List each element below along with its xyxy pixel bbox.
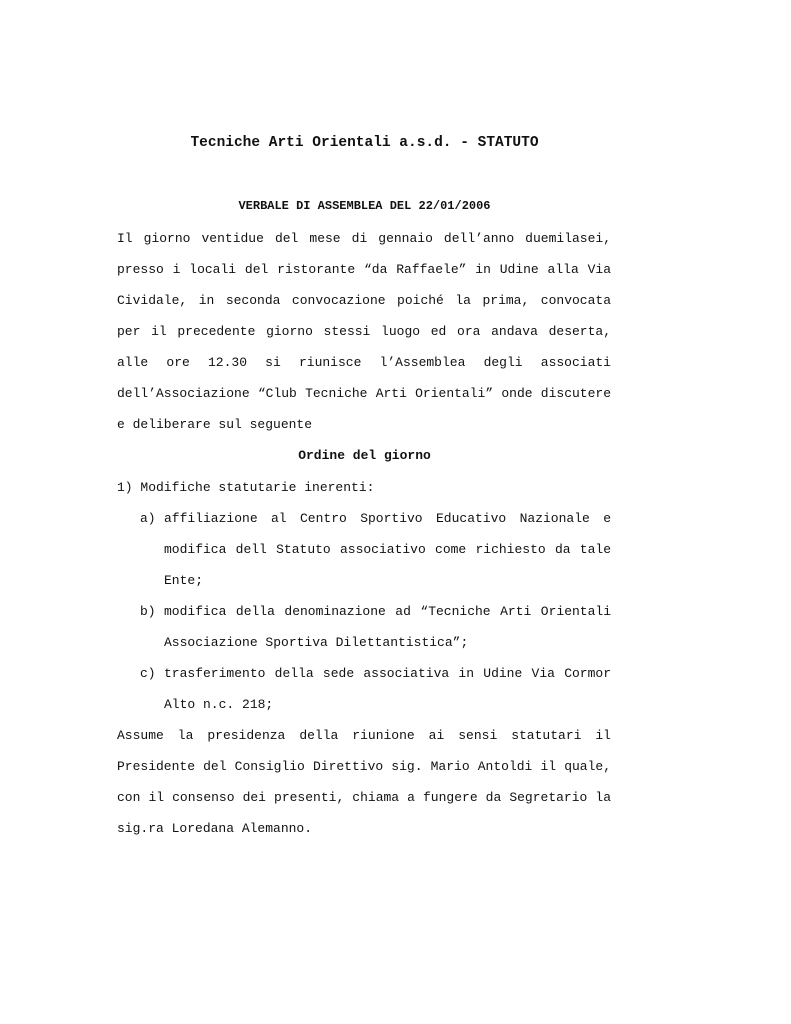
- sub-item-line: Alto n.c. 218;: [164, 697, 274, 712]
- sub-item-marker: a): [140, 511, 156, 526]
- intro-line: Cividale, in seconda convocazione poiché la prima, convocata: [117, 293, 611, 308]
- sub-item-marker: b): [140, 604, 156, 619]
- verbale-title: VERBALE DI ASSEMBLEA DEL 22/01/2006: [238, 199, 491, 213]
- intro-line: Il giorno ventidue del mese di gennaio dell’anno duemilasei,: [117, 231, 611, 246]
- intro-line: alle ore 12.30 si riunisce l’Assemblea degli associati: [117, 355, 611, 370]
- intro-line: e deliberare sul seguente: [117, 417, 313, 432]
- sub-item-line: Associazione Sportiva Dilettantistica”;: [164, 635, 469, 650]
- sub-item-marker: c): [140, 666, 156, 681]
- closing-line: sig.ra Loredana Alemanno.: [117, 821, 313, 836]
- sub-item-line: modifica dell Statuto associativo come richiesto da tale: [164, 542, 611, 557]
- intro-line: dell’Associazione “Club Tecniche Arti Orientali” onde discutere: [117, 386, 611, 401]
- document-title: Tecniche Arti Orientali a.s.d. - STATUTO: [190, 135, 539, 151]
- sub-item-line: trasferimento della sede associativa in Udine Via Cormor: [164, 666, 611, 681]
- sub-item-line: Ente;: [164, 573, 204, 588]
- sub-item-line: modifica della denominazione ad “Tecniche Arti Orientali: [164, 604, 611, 619]
- agenda-item: 1) Modifiche statutarie inerenti:: [117, 480, 375, 495]
- agenda-heading: Ordine del giorno: [298, 448, 431, 463]
- intro-line: per il precedente giorno stessi luogo ed ora andava deserta,: [117, 324, 611, 339]
- closing-line: Assume la presidenza della riunione ai sensi statutari il: [117, 728, 611, 743]
- sub-item-line: affiliazione al Centro Sportivo Educativo Nazionale e: [164, 511, 611, 526]
- intro-line: presso i locali del ristorante “da Raffaele” in Udine alla Via: [117, 262, 611, 277]
- closing-line: con il consenso dei presenti, chiama a fungere da Segretario la: [117, 790, 611, 805]
- closing-line: Presidente del Consiglio Direttivo sig. Mario Antoldi il quale,: [117, 759, 611, 774]
